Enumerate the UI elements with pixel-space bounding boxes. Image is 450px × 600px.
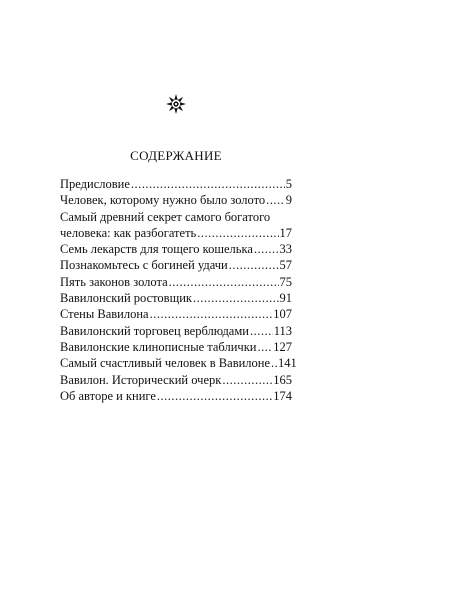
- toc-entry-title: Пять законов золота: [60, 274, 168, 289]
- toc-entry-page: 113: [273, 323, 292, 338]
- toc-entry-title: Вавилон. Исторический очерк: [60, 372, 222, 387]
- dot-leader: [271, 355, 277, 371]
- toc-entry-title: Вавилонские клинописные таблички: [60, 339, 257, 354]
- dot-leader: [250, 323, 273, 339]
- toc-entry-preface[interactable]: [60, 176, 292, 192]
- toc-entry-clay-tablets[interactable]: [60, 339, 292, 355]
- toc-entry-title: Познакомьтесь с богиней удачи: [60, 258, 228, 273]
- toc-entry-title: Самый счастливый человек в Вавилоне: [60, 356, 271, 371]
- toc-entry-goddess-of-luck[interactable]: [60, 257, 292, 273]
- dot-leader: [222, 372, 272, 388]
- toc-entry-luckiest-man[interactable]: [60, 355, 297, 371]
- toc-entry-title: Вавилонский торговец верблюдами: [60, 323, 249, 338]
- dot-leader: [254, 241, 279, 257]
- dot-leader: [150, 306, 273, 322]
- dot-leader: [257, 339, 272, 355]
- toc-entry-page: 5: [285, 177, 292, 191]
- toc-entry-seven-cures[interactable]: [60, 241, 292, 257]
- toc-entry-richest-man-secret[interactable]: [60, 209, 292, 242]
- toc-entry-page: 17: [279, 225, 292, 240]
- dot-leader: [157, 388, 272, 404]
- toc-entry-page: 165: [273, 372, 292, 387]
- dot-leader: [131, 176, 285, 192]
- toc-entry-page: 75: [279, 274, 292, 289]
- dot-leader: [266, 192, 285, 208]
- eight-point-star-ornament-icon: [166, 94, 186, 114]
- toc-entry-historical-sketch[interactable]: [60, 372, 292, 388]
- table-of-contents: [60, 176, 297, 404]
- dot-leader: [193, 290, 279, 306]
- toc-entry-camel-trader[interactable]: [60, 323, 292, 339]
- toc-entry-five-laws-of-gold[interactable]: [60, 274, 292, 290]
- dot-leader: [197, 225, 278, 241]
- dot-leader: [229, 257, 279, 273]
- toc-entry-page: 127: [273, 339, 292, 354]
- dot-leader: [169, 274, 279, 290]
- toc-entry-page: 107: [273, 307, 292, 322]
- toc-entry-about-author[interactable]: [60, 388, 292, 404]
- toc-entry-title: Об авторе и книге: [60, 388, 156, 403]
- toc-entry-page: 174: [273, 388, 292, 403]
- toc-entry-page: 57: [279, 258, 292, 273]
- toc-entry-gold-lender[interactable]: [60, 290, 292, 306]
- toc-entry-title: Семь лекарств для тощего кошелька: [60, 242, 253, 257]
- toc-entry-title-line2: человека: как разбогатеть: [60, 225, 197, 240]
- toc-title: СОДЕРЖАНИЕ: [130, 148, 222, 163]
- toc-entry-title: Стены Вавилона: [60, 307, 149, 322]
- toc-entry-page: 33: [279, 242, 292, 257]
- toc-entry-title: Человек, которому нужно было золото: [60, 193, 266, 208]
- toc-entry-title: Вавилонский ростовщик: [60, 291, 192, 306]
- toc-entry-page: 141: [278, 356, 297, 371]
- toc-entry-title-line1: Самый древний секрет самого богатого: [60, 209, 271, 224]
- toc-entry-page: 91: [279, 291, 292, 306]
- toc-entry-title: Предисловие: [60, 177, 130, 191]
- toc-entry-man-who-desired-gold[interactable]: [60, 192, 292, 208]
- toc-entry-page: 9: [285, 193, 292, 208]
- toc-entry-walls-of-babylon[interactable]: [60, 306, 292, 322]
